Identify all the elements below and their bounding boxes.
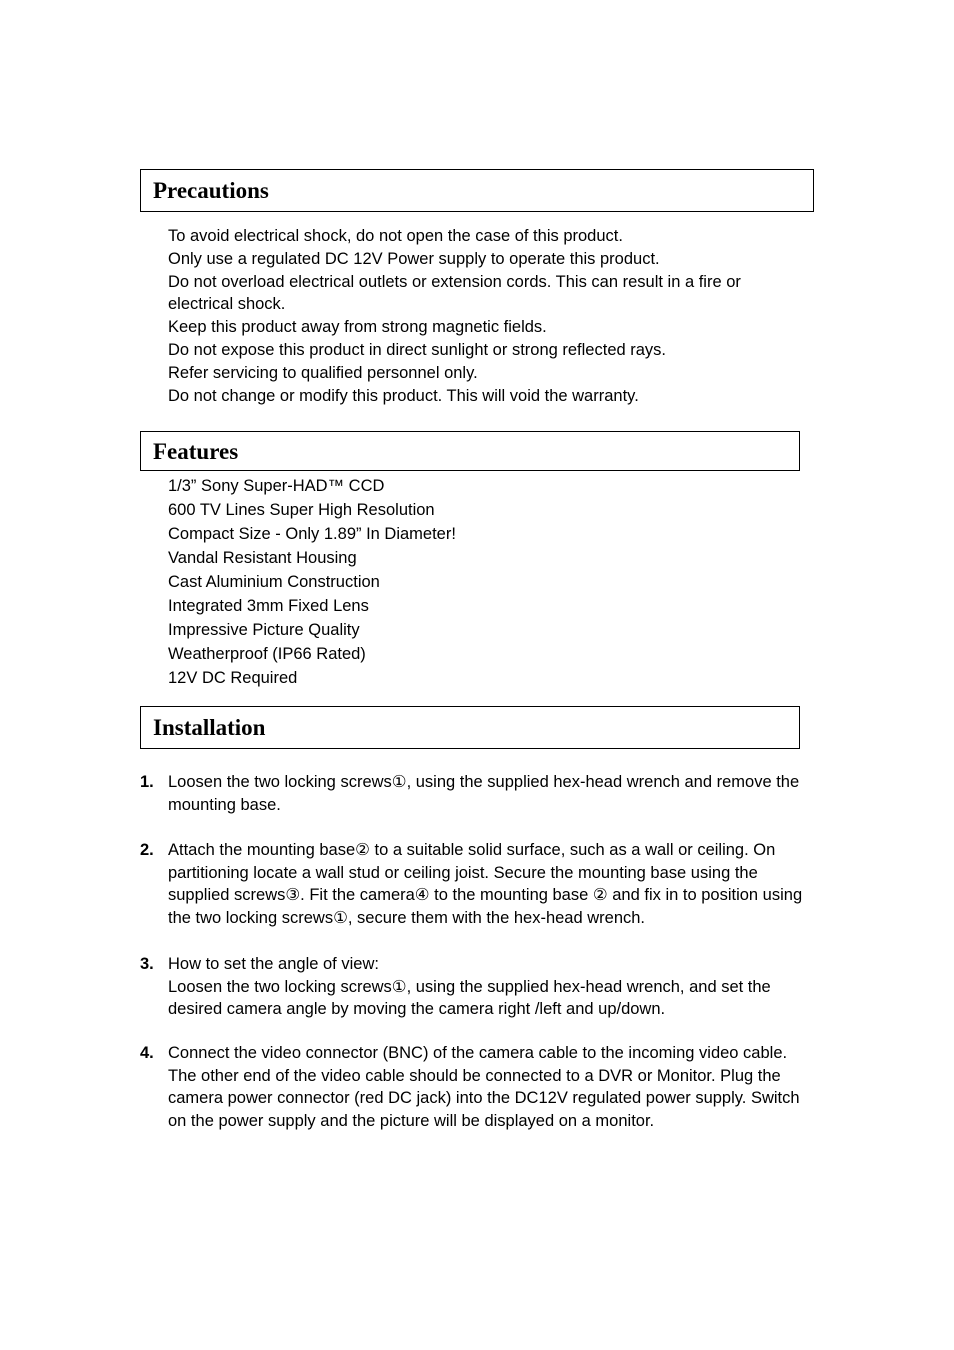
feature-item: Vandal Resistant Housing [168,549,357,567]
installation-step [140,1042,810,1132]
precaution-item: To avoid electrical shock, do not open the case of this product. [168,227,623,245]
precaution-item: Only use a regulated DC 12V Power supply to operate this product. [168,250,660,269]
installation-step [140,771,810,816]
feature-item: Impressive Picture Quality [168,621,360,639]
feature-item: Weatherproof (IP66 Rated) [168,645,366,663]
feature-item: 600 TV Lines Super High Resolution [168,501,435,519]
step-number: 2. [140,841,154,859]
feature-item: 1/3” Sony Super-HAD™ CCD [168,477,385,495]
features-heading: Features [153,439,239,464]
step-heading: How to set the angle of view: [168,955,379,973]
precaution-item: Do not expose this product in direct sunlight or strong reflected rays. [168,340,667,359]
step-text: Attach the mounting base② to a suitable solid surface, such as a wall or ceiling. On partitioning locate a wall stud or ceiling joist. Secure the mounting base using the supplied screws③. Fit the camera④ to the mounting base ② and fix in to position using the two locking screws①, secure them with the hex-head wrench. [168,841,803,927]
feature-item: 12V DC Required [168,669,298,687]
feature-item: Compact Size - Only 1.89” In Diameter! [168,525,456,543]
installation-heading: Installation [153,715,266,740]
step-number: 1. [140,773,154,791]
precaution-item: Do not overload electrical outlets or extension cords. This can result in a fire or electrical shock. [168,273,741,313]
step-number: 3. [140,955,154,973]
feature-item: Cast Aluminium Construction [168,573,380,591]
precaution-item: Do not change or modify this product. This will void the warranty. [168,387,639,406]
installation-step [140,953,810,1021]
step-text: Connect the video connector (BNC) of the camera cable to the incoming video cable. The other end of the video cable should be connected to a DVR or Monitor. Plug the camera power connector (red DC jack) into the DC12V regulated power supply. Switch on the power supply and the picture will be displayed on a monitor. [168,1044,800,1130]
precaution-item: Keep this product away from strong magnetic fields. [168,317,547,336]
step-text: Loosen the two locking screws①, using the supplied hex-head wrench and remove the mounting base. [168,773,800,814]
step-number: 4. [140,1044,154,1062]
installation-step [140,839,810,929]
precautions-list [168,226,798,409]
precaution-item: Refer servicing to qualified personnel only. [168,363,478,382]
installation-heading-box [140,706,800,749]
features-heading-box [140,431,800,471]
precautions-heading-box [140,169,814,212]
feature-item: Integrated 3mm Fixed Lens [168,597,369,615]
step-text: Loosen the two locking screws①, using the supplied hex-head wrench, and set the desired camera angle by moving the camera right /left and up/down. [168,977,771,1018]
features-list [168,474,798,690]
precautions-heading: Precautions [153,178,269,203]
